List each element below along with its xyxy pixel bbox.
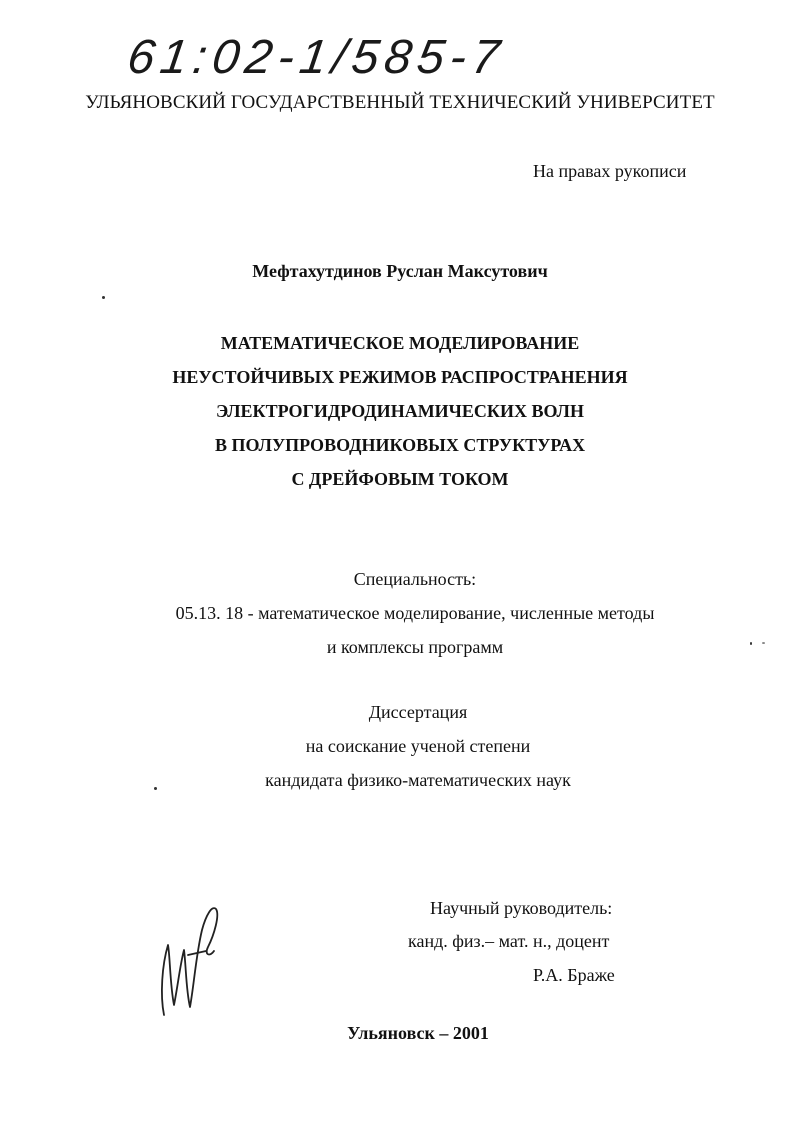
title-line: С ДРЕЙФОВЫМ ТОКОМ [291,469,509,489]
author-name: Мефтахутдинов Руслан Максутович [252,261,548,281]
specialty-label: Специальность: [353,569,477,589]
city-year: Ульяновск – 2001 [347,1023,489,1043]
university-name: УЛЬЯНОВСКИЙ ГОСУДАРСТВЕННЫЙ ТЕХНИЧЕСКИЙ УНИВЕРСИТЕТ [85,92,715,113]
specialty-section [0,562,800,664]
dissertation-degree: кандидата физико-математических наук [265,770,571,790]
archive-number-handwritten: 61:02-1/585-7 [124,31,509,84]
supervisor-name: Р.А. Браже [533,965,615,985]
dissertation-title [0,326,800,496]
specialty-code-cont: и комплексы программ [326,637,504,657]
title-line: В ПОЛУПРОВОДНИКОВЫХ СТРУКТУРАХ [214,435,586,455]
title-line: ЭЛЕКТРОГИДРОДИНАМИЧЕСКИХ ВОЛН [216,401,584,421]
specialty-code: 05.13. 18 - математическое моделирование, численные методы [175,603,655,623]
scan-speck [750,642,752,645]
supervisor-degree: канд. физ.– мат. н., доцент [408,931,610,951]
degree-section [0,695,800,797]
scan-speck [154,787,157,790]
scan-speck [102,296,105,299]
dissertation-label: Диссертация [368,702,468,722]
supervisor-label: Научный руководитель: [430,898,613,918]
scan-speck [762,642,765,644]
handwritten-signature [150,895,230,1025]
title-line: МАТЕМАТИЧЕСКОЕ МОДЕЛИРОВАНИЕ [220,333,580,353]
rights-note: На правах рукописи [533,161,687,181]
title-line: НЕУСТОЙЧИВЫХ РЕЖИМОВ РАСПРОСТРАНЕНИЯ [172,367,628,387]
dissertation-purpose: на соискание ученой степени [305,736,531,756]
